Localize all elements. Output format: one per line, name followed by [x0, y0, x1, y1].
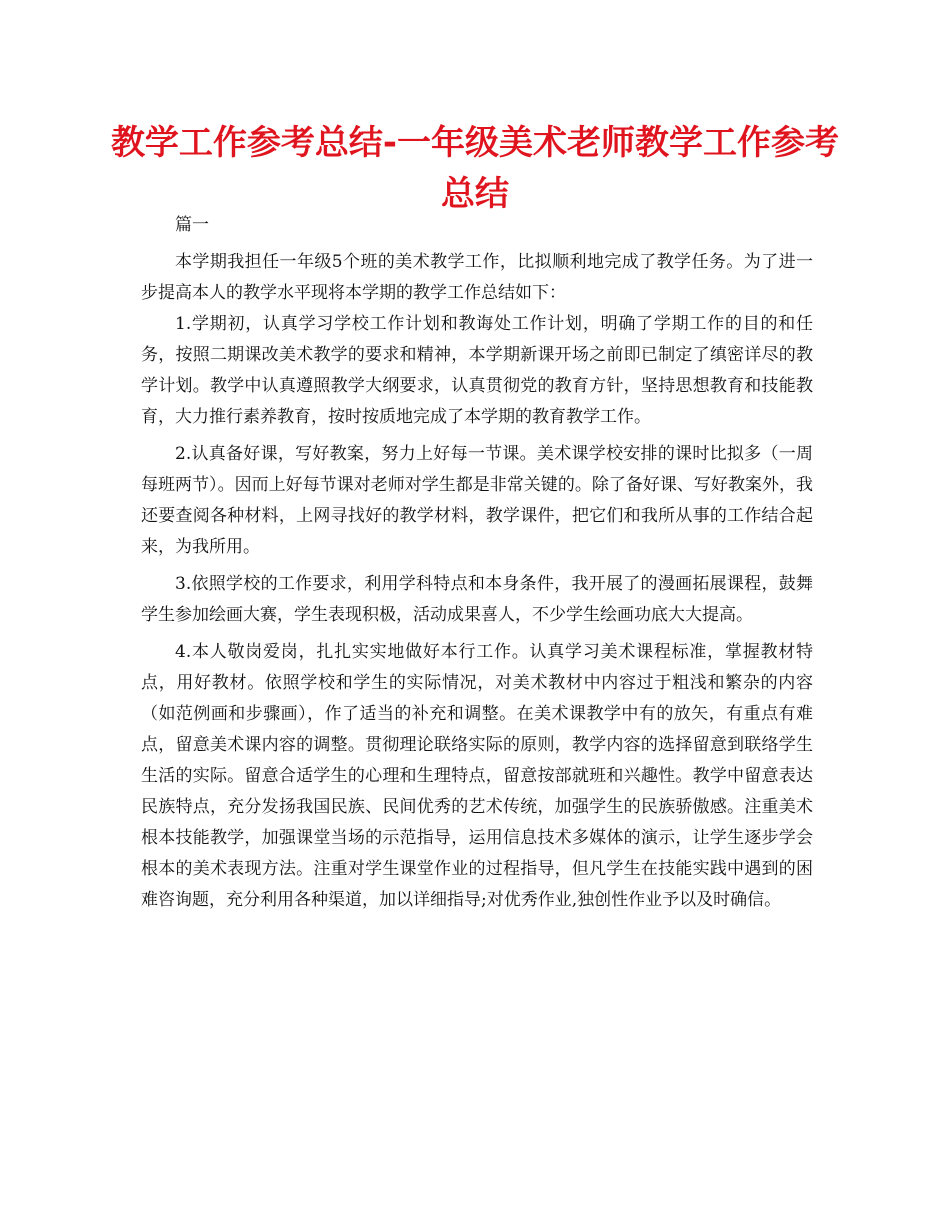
paragraph-item-1: 1.学期初，认真学习学校工作计划和教诲处工作计划，明确了学期工作的目的和任务，按照二期课改美术教学的要求和精神，本学期新课开场之前即已制定了缜密详尽的教学计划。教学中认真遵照教学大纲要求，认真贯彻党的教育方针，坚持思想教育和技能教育，大力推行素养教育，按时按质地完成了本学期的教育教学工作。 — [141, 314, 813, 427]
paragraph-item-3: 3.依照学校的工作要求，利用学科特点和本身条件，我开展了的漫画拓展课程，鼓舞学生参加绘画大赛，学生表现积极，活动成果喜人，不少学生绘画功底大大提高。 — [141, 574, 813, 625]
paragraph-item-2: 2.认真备好课，写好教案，努力上好每一节课。美术课学校安排的课时比拟多（一周每班两节）。因而上好每节课对老师对学生都是非常关键的。除了备好课、写好教案外，我还要查阅各种材料，上网寻找好的教学材料，教学课件，把它们和我所从事的工作结合起来，为我所用。 — [141, 444, 813, 557]
document-body — [141, 210, 813, 916]
paragraph-item-4: 4.本人敬岗爱岗，扎扎实实地做好本行工作。认真学习美术课程标准，掌握教材特点，用好教材。依照学校和学生的实际情况，对美术教材中内容过于粗浅和繁杂的内容（如范例画和步骤画），作了适当的补充和调整。在美术课教学中有的放矢，有重点有难点，留意美术课内容的调整。贯彻理论联络实际的原则，教学内容的选择留意到联络学生生活的实际。留意合适学生的心理和生理特点，留意按部就班和兴趣性。教学中留意表达民族特点，充分发扬我国民族、民间优秀的艺术传统，加强学生的民族骄傲感。注重美术根本技能教学，加强课堂当场的示范指导，运用信息技术多媒体的演示，让学生逐步学会根本的美术表现方法。注重对学生课堂作业的过程指导，但凡学生在技能实践中遇到的困难咨询题，充分利用各种渠道，加以详细指导;对优秀作业,独创性作业予以及时确信。 — [141, 642, 813, 910]
document-title: 教学工作参考总结-一年级美术老师教学工作参考总结 — [110, 123, 840, 214]
paragraph-intro: 本学期我担任一年级5个班的美术教学工作，比拟顺利地完成了教学任务。为了进一步提高本人的教学水平现将本学期的教学工作总结如下： — [141, 252, 813, 303]
section-label: 篇一 — [175, 215, 209, 235]
